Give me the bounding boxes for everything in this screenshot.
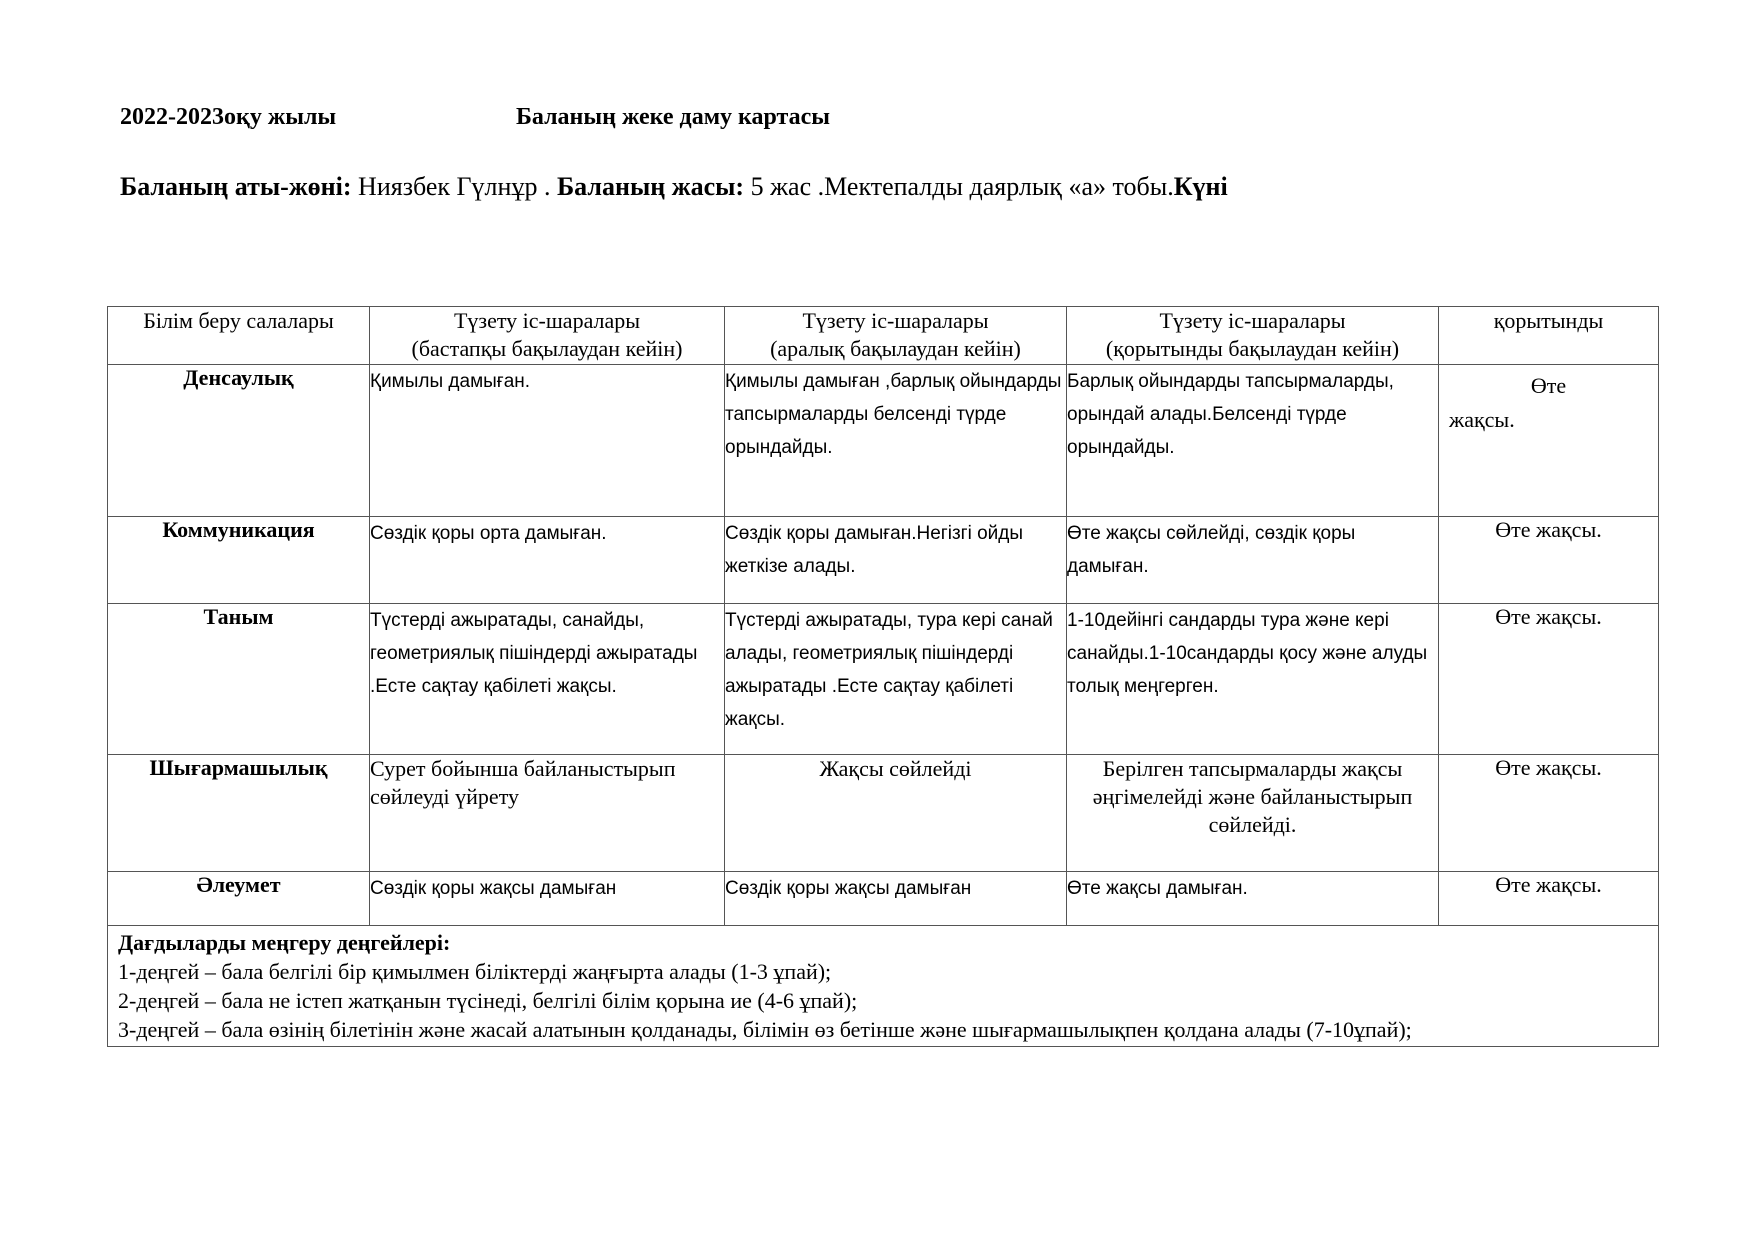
row-social-mid: Сөздік қоры жақсы дамыған [725, 872, 1067, 926]
level-3: 3-деңгей – бала өзінің білетінін және жасай алатынын қолданады, білімін өз бетінше және шығармашылықпен қолдана алады (7-10ұпай); [118, 1017, 1412, 1042]
row-creativity-conclusion: Өте жақсы. [1439, 755, 1659, 872]
row-area-health: Денсаулық [108, 365, 370, 517]
header-initial [370, 307, 725, 365]
header-mid-line1: Түзету іс-шаралары [802, 308, 989, 333]
row-social-initial: Сөздік қоры жақсы дамыған [370, 872, 725, 926]
table-row [108, 365, 1659, 517]
header-conclusion: қорытынды [1439, 307, 1659, 365]
development-table [107, 306, 1659, 1047]
table-header-row [108, 307, 1659, 365]
row-creativity-mid: Жақсы сөйлейді [725, 755, 1067, 872]
row-cognition-conclusion: Өте жақсы. [1439, 604, 1659, 755]
skill-levels-cell [108, 926, 1659, 1047]
header-initial-line2: (бастапқы бақылаудан кейін) [411, 336, 683, 361]
row-health-mid: Қимылы дамыған ,барлық ойындарды тапсырмаларды белсенді түрде орындайды. [725, 365, 1067, 517]
name-label: Баланың аты-жөні: [120, 172, 352, 201]
row-cognition-mid: Түстерді ажыратады, тура кері санай алады, геометриялық пішіндерді ажыратады .Есте сақтау қабілеті жақсы. [725, 604, 1067, 755]
header-final [1067, 307, 1439, 365]
level-2: 2-деңгей – бала не істеп жатқанын түсінеді, белгілі білім қорына ие (4-6 ұпай); [118, 988, 858, 1013]
date-label: Күні [1173, 172, 1228, 201]
academic-year: 2022-2023оқу жылы [120, 104, 337, 130]
row-area-cognition: Таным [108, 604, 370, 755]
age-value: 5 жас .Мектепалды даярлық «а» тобы. [744, 172, 1174, 201]
table-row [108, 872, 1659, 926]
document-title: Баланың жеке даму картасы [516, 104, 831, 130]
row-creativity-final: Берілген тапсырмаларды жақсы әңгімелейді және байланыстырып сөйлейді. [1067, 755, 1439, 872]
age-label: Баланың жасы: [556, 172, 745, 201]
row-cognition-final: 1-10дейінгі сандарды тура және кері санайды.1-10сандарды қосу және алуды толық меңгерген. [1067, 604, 1439, 755]
row-communication-initial: Сөздік қоры орта дамыған. [370, 517, 725, 604]
header-mid-line2: (аралық бақылаудан кейін) [770, 336, 1021, 361]
level-1: 1-деңгей – бала белгілі бір қимылмен біліктерді жаңғырта алады (1-3 ұпай); [118, 959, 832, 984]
header-final-line2: (қорытынды бақылаудан кейін) [1105, 336, 1400, 361]
header-area: Білім беру салалары [108, 307, 370, 365]
header-final-line1: Түзету іс-шаралары [1159, 308, 1346, 333]
row-health-initial: Қимылы дамыған. [370, 365, 725, 517]
row-communication-mid: Сөздік қоры дамыған.Негізгі ойды жеткізе алады. [725, 517, 1067, 604]
header-initial-line1: Түзету іс-шаралары [453, 308, 641, 333]
levels-row [108, 926, 1659, 1047]
row-area-social: Әлеумет [108, 872, 370, 926]
table-row [108, 604, 1659, 755]
conclusion-line2: жақсы. [1449, 407, 1515, 432]
table-row [108, 755, 1659, 872]
header-mid [725, 307, 1067, 365]
row-creativity-initial: Сурет бойынша байланыстырып сөйлеуді үйрету [370, 755, 725, 872]
child-info-line [120, 172, 1228, 202]
row-area-communication: Коммуникация [108, 517, 370, 604]
name-value: Ниязбек Гүлнұр . [351, 172, 557, 201]
row-social-conclusion: Өте жақсы. [1439, 872, 1659, 926]
conclusion-line1: Өте [1530, 373, 1567, 398]
row-health-conclusion [1439, 365, 1659, 517]
row-cognition-initial: Түстерді ажыратады, санайды, геометриялық пішіндерді ажыратады .Есте сақтау қабілеті жақсы. [370, 604, 725, 755]
levels-heading: Дағдыларды меңгеру деңгейлері: [118, 930, 451, 955]
table-row [108, 517, 1659, 604]
row-social-final: Өте жақсы дамыған. [1067, 872, 1439, 926]
row-communication-final: Өте жақсы сөйлейді, сөздік қоры дамыған. [1067, 517, 1439, 604]
row-health-final: Барлық ойындарды тапсырмаларды, орындай алады.Белсенді түрде орындайды. [1067, 365, 1439, 517]
row-communication-conclusion: Өте жақсы. [1439, 517, 1659, 604]
row-area-creativity: Шығармашылық [108, 755, 370, 872]
